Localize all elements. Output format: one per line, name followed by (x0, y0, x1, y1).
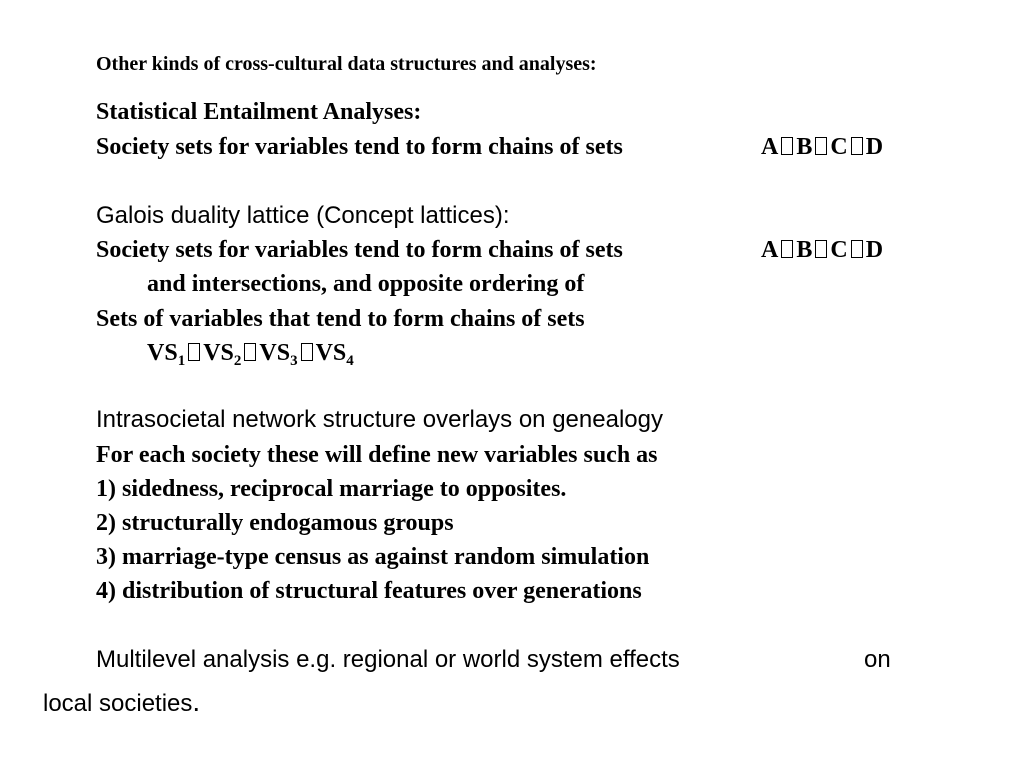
entailment-heading: Statistical Entailment Analyses: (96, 99, 422, 125)
chain-item: C (830, 134, 848, 160)
network-item: 4) distribution of structural features over generations (96, 578, 642, 604)
network-item: 1) sidedness, reciprocal marriage to opposites. (96, 476, 567, 502)
missing-glyph-icon (244, 343, 256, 361)
vs-item: $VS_2$ (203, 340, 242, 369)
missing-glyph-icon (851, 137, 863, 155)
vs-item: $VS_3$ (259, 340, 298, 369)
vs-chain (147, 340, 354, 369)
slide-title: Other kinds of cross-cultural data structures and analyses: (96, 53, 597, 75)
missing-glyph-icon (815, 137, 827, 155)
entailment-chain (761, 135, 883, 159)
missing-glyph-icon (781, 137, 793, 155)
network-item: 2) structurally endogamous groups (96, 510, 454, 536)
chain-item: B (796, 237, 813, 263)
vs-item: $VS_1$ (147, 340, 186, 369)
chain-item: A (761, 134, 779, 160)
multilevel-on: on (864, 646, 891, 673)
missing-glyph-icon (815, 240, 827, 258)
galois-line-1: Society sets for variables tend to form chains of sets (96, 237, 623, 263)
chain-item: A (761, 237, 779, 263)
multilevel-line-1: Multilevel analysis e.g. regional or world system effects (96, 646, 680, 673)
galois-chain (761, 238, 883, 262)
entailment-line: Society sets for variables tend to form chains of sets (96, 134, 623, 160)
multilevel-line-2: local societies. (43, 686, 201, 717)
chain-item: B (796, 134, 813, 160)
network-intro: For each society these will define new variables such as (96, 442, 658, 468)
chain-item: C (830, 237, 848, 263)
missing-glyph-icon (851, 240, 863, 258)
vs-item: $VS_4$ (315, 340, 354, 369)
missing-glyph-icon (301, 343, 313, 361)
network-item: 3) marriage-type census as against random simulation (96, 544, 650, 570)
network-heading: Intrasocietal network structure overlays on genealogy (96, 406, 663, 433)
galois-line-3: Sets of variables that tend to form chains of sets (96, 306, 585, 332)
missing-glyph-icon (781, 240, 793, 258)
missing-glyph-icon (188, 343, 200, 361)
galois-line-2: and intersections, and opposite ordering of (147, 271, 585, 297)
chain-item: D (865, 237, 884, 263)
galois-heading: Galois duality lattice (Concept lattices): (96, 202, 510, 229)
chain-item: D (865, 134, 884, 160)
